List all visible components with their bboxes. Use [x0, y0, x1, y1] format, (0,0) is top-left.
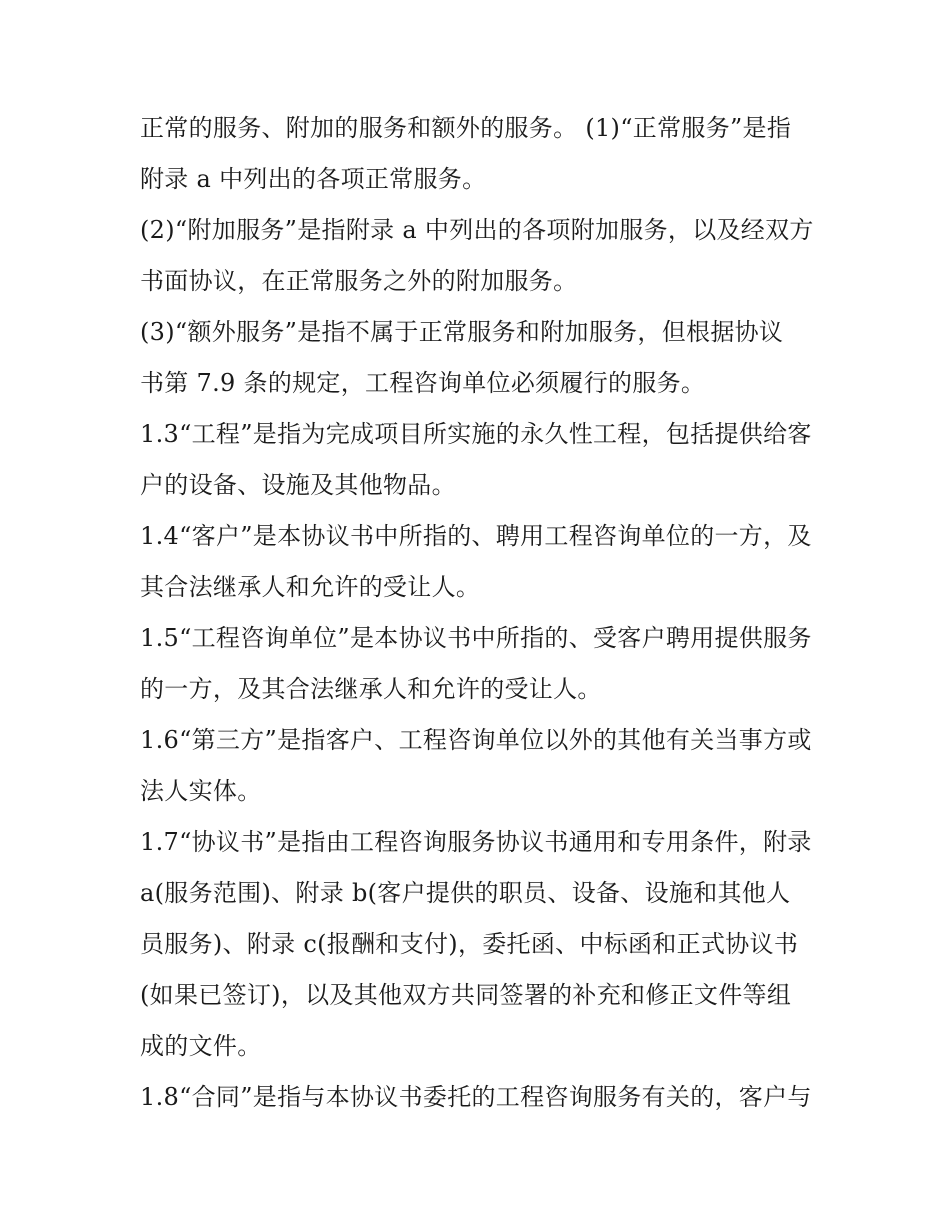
text-line: 1.3“工程”是指为完成项目所实施的永久性工程，包括提供给客 — [140, 420, 812, 448]
text-line: 其合法继承人和允许的受让人。 — [140, 573, 481, 601]
text-line: 附录 a 中列出的各项正常服务。 — [140, 165, 487, 193]
text-line: 户的设备、设施及其他物品。 — [140, 471, 456, 499]
text-line: (2)“附加服务”是指附录 a 中列出的各项附加服务，以及经双方 — [140, 216, 814, 244]
document-body — [140, 103, 820, 1123]
text-line: 1.4“客户”是本协议书中所指的、聘用工程咨询单位的一方，及 — [140, 522, 812, 550]
text-line: 1.5“工程咨询单位”是本协议书中所指的、受客户聘用提供服务 — [140, 624, 812, 652]
text-line: (如果已签订)，以及其他双方共同签署的补充和修正文件等组 — [140, 981, 792, 1009]
text-line: 书面协议，在正常服务之外的附加服务。 — [140, 267, 578, 295]
text-line: 员服务)、附录 c(报酬和支付)，委托函、中标函和正式协议书 — [140, 930, 799, 958]
text-line: 成的文件。 — [140, 1032, 262, 1060]
text-line: 1.7“协议书”是指由工程咨询服务协议书通用和专用条件，附录 — [140, 828, 812, 856]
text-line: (3)“额外服务”是指不属于正常服务和附加服务，但根据协议 — [140, 318, 784, 346]
text-line: 正常的服务、附加的服务和额外的服务。 (1)“正常服务”是指 — [140, 114, 792, 142]
text-line: 书第 7.9 条的规定，工程咨询单位必须履行的服务。 — [140, 369, 706, 397]
text-line: 1.6“第三方”是指客户、工程咨询单位以外的其他有关当事方或 — [140, 726, 812, 754]
text-line: 1.8“合同”是指与本协议书委托的工程咨询服务有关的，客户与 — [140, 1083, 812, 1111]
text-line: 的一方，及其合法继承人和允许的受让人。 — [140, 675, 602, 703]
text-line: a(服务范围)、附录 b(客户提供的职员、设备、设施和其他人 — [140, 879, 791, 907]
text-line: 法人实体。 — [140, 777, 262, 805]
